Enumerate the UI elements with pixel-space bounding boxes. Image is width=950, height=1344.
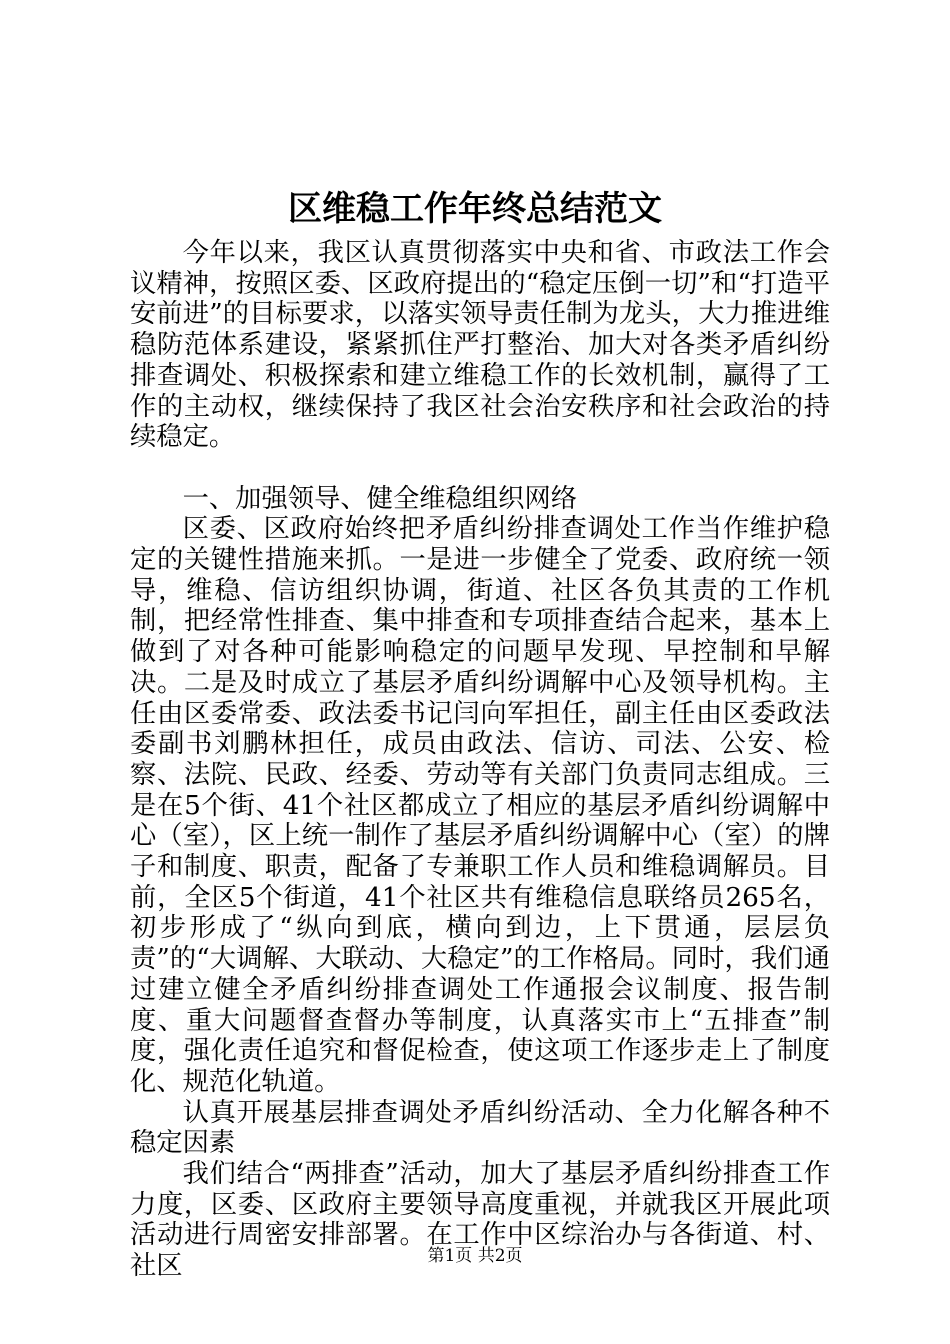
document-title: 区维稳工作年终总结范文 (288, 189, 662, 229)
paragraph-section-2: 我们结合“两排查”活动，加大了基层矛盾纠纷排查工作力度，区委、区政府主要领导高度重视，并就我区开展此项活动进行周密安排部署。在工作中区综治办与各街道、村、社区 (130, 1159, 830, 1282)
paragraph-intro: 今年以来，我区认真贯彻落实中央和省、市政法工作会议精神，按照区委、区政府提出的“稳定压倒一切”和“打造平安前进”的目标要求，以落实领导责任制为龙头，大力推进维稳防范体系建设，紧紧抓住严打整治、加大对各类矛盾纠纷排查调处、积极探索和建立维稳工作的长效机制，赢得了工作的主动权，继续保持了我区社会治安秩序和社会政治的持续稳定。 (130, 238, 830, 453)
document-body (130, 238, 830, 1282)
section-heading-2: 认真开展基层排查调处矛盾纠纷活动、全力化解各种不稳定因素 (130, 1097, 830, 1159)
paragraph-section-1: 区委、区政府始终把矛盾纠纷排查调处工作当作维护稳定的关键性措施来抓。一是进一步健全了党委、政府统一领导，维稳、信访组织协调，街道、社区各负其责的工作机制，把经常性排查、集中排查和专项排查结合起来，基本上做到了对各种可能影响稳定的问题早发现、早控制和早解决。二是及时成立了基层矛盾纠纷调解中心及领导机构。主任由区委常委、政法委书记闫向军担任，副主任由区委政法委副书刘鹏林担任，成员由政法、信访、司法、公安、检察、法院、民政、经委、劳动等有关部门负责同志组成。三是在5个街、41个社区都成立了相应的基层矛盾纠纷调解中心（室），区上统一制作了基层矛盾纠纷调解中心（室）的牌子和制度、职责，配备了专兼职工作人员和维稳调解员。目前，全区5个街道，41个社区共有维稳信息联络员265名，初步形成了“纵向到底，横向到边，上下贯通，层层负责”的“大调解、大联动、大稳定”的工作格局。同时，我们通过建立健全矛盾纠纷排查调处工作通报会议制度、报告制度、重大问题督查督办等制度，认真落实市上“五排查”制度，强化责任追究和督促检查，使这项工作逐步走上了制度化、规范化轨道。 (130, 514, 830, 1097)
page-footer: 第1页 共2页 (427, 1246, 523, 1266)
section-heading-1: 一、加强领导、健全维稳组织网络 (182, 483, 578, 514)
